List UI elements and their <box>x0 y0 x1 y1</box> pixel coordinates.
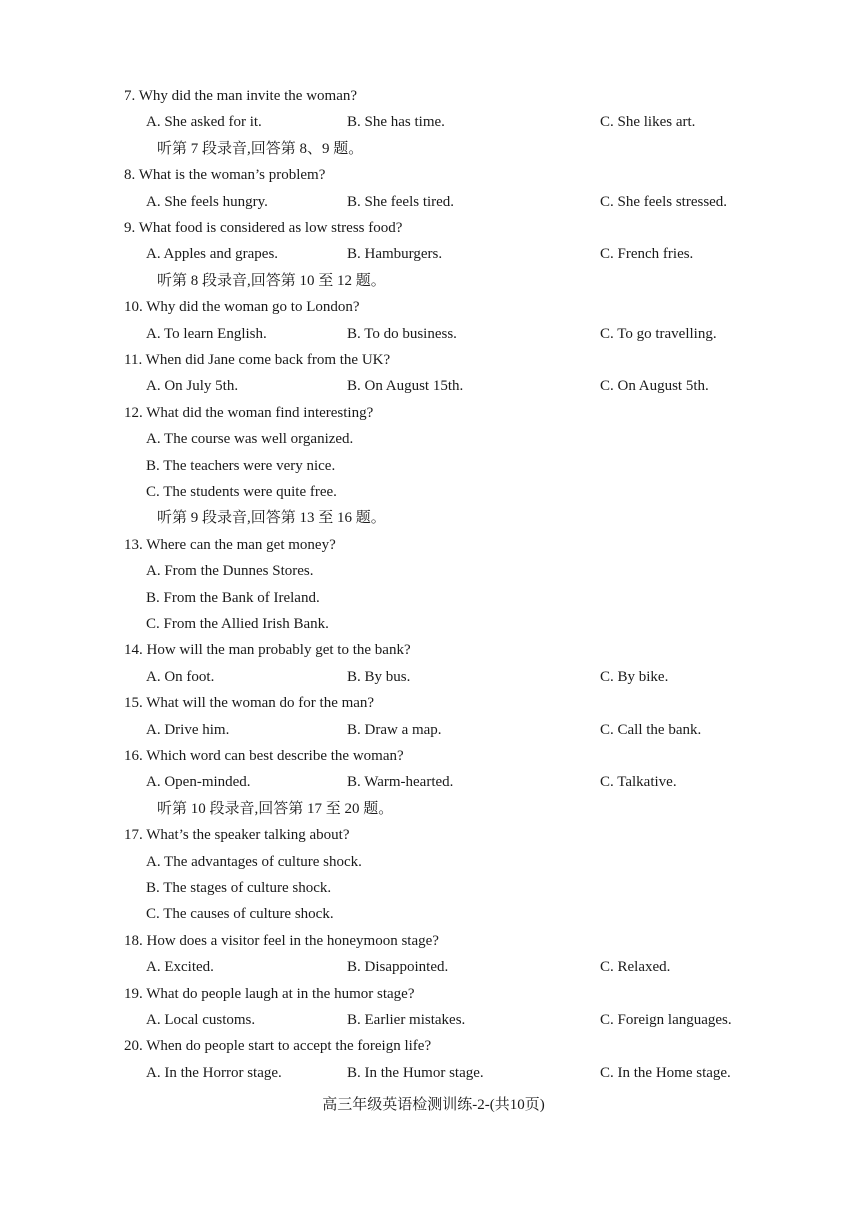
answer-option: A. Drive him. <box>146 721 230 738</box>
question-line <box>0 928 867 954</box>
instruction-line <box>0 136 867 162</box>
question-text: 14. How will the man probably get to the bank? <box>124 642 411 659</box>
options-line <box>0 875 867 901</box>
section-instruction: 听第 7 段录音,回答第 8、9 题。 <box>157 140 364 157</box>
question-text: 17. What’s the speaker talking about? <box>124 827 350 844</box>
section-instruction: 听第 10 段录音,回答第 17 至 20 题。 <box>157 800 394 817</box>
options-line <box>0 109 867 135</box>
section-instruction: 听第 8 段录音,回答第 10 至 12 题。 <box>157 272 386 289</box>
answer-option: C. From the Allied Irish Bank. <box>146 616 329 632</box>
question-text: 9. What food is considered as low stress food? <box>124 220 403 236</box>
question-text: 11. When did Jane come back from the UK? <box>124 352 391 368</box>
options-line <box>0 1060 867 1086</box>
question-line <box>0 215 867 241</box>
question-text: 16. Which word can best describe the woman? <box>124 748 404 764</box>
options-line <box>0 611 867 637</box>
answer-option: C. The students were quite free. <box>146 484 337 500</box>
options-line <box>0 901 867 927</box>
instruction-line <box>0 796 867 822</box>
question-line <box>0 981 867 1007</box>
options-line <box>0 954 867 980</box>
answer-option: B. On August 15th. <box>347 378 464 395</box>
options-line <box>0 1007 867 1033</box>
answer-option: A. On foot. <box>146 668 215 685</box>
options-line <box>0 585 867 611</box>
answer-option: B. From the Bank of Ireland. <box>146 589 320 606</box>
instruction-line <box>0 505 867 531</box>
answer-option: C. Relaxed. <box>600 959 671 976</box>
options-line <box>0 189 867 215</box>
options-line <box>0 769 867 795</box>
question-text: 18. How does a visitor feel in the honeymoon stage? <box>124 932 439 949</box>
answer-option: C. The causes of culture shock. <box>146 906 334 923</box>
answer-option: B. Draw a map. <box>347 721 442 738</box>
answer-option: A. On July 5th. <box>146 378 239 395</box>
question-text: 12. What did the woman find interesting? <box>124 404 374 421</box>
answer-option: C. French fries. <box>600 246 694 263</box>
question-line <box>0 83 867 109</box>
question-text: 20. When do people start to accept the foreign life? <box>124 1038 432 1055</box>
answer-option: A. The course was well organized. <box>146 431 354 448</box>
answer-option: A. She asked for it. <box>146 114 262 131</box>
answer-option: A. From the Dunnes Stores. <box>146 563 314 580</box>
question-text: 19. What do people laugh at in the humor stage? <box>124 985 415 1002</box>
question-line <box>0 637 867 663</box>
answer-option: C. On August 5th. <box>600 378 709 395</box>
options-line <box>0 479 867 505</box>
answer-option: A. The advantages of culture shock. <box>146 853 362 870</box>
answer-option: B. She has time. <box>347 114 445 131</box>
options-line <box>0 241 867 267</box>
question-line <box>0 743 867 769</box>
options-line <box>0 558 867 584</box>
answer-option: C. By bike. <box>600 668 669 685</box>
question-text: 10. Why did the woman go to London? <box>124 299 360 316</box>
answer-option: C. Call the bank. <box>600 721 702 738</box>
options-line <box>0 373 867 399</box>
answer-option: A. She feels hungry. <box>146 193 268 210</box>
answer-option: B. Hamburgers. <box>347 246 443 263</box>
question-line <box>0 532 867 558</box>
answer-option: A. Open-minded. <box>146 774 251 791</box>
question-line <box>0 822 867 848</box>
answer-option: B. Earlier mistakes. <box>347 1012 466 1028</box>
question-line <box>0 400 867 426</box>
question-line <box>0 347 867 373</box>
answer-option: B. To do business. <box>347 325 457 342</box>
instruction-line <box>0 268 867 294</box>
answer-option: B. Warm-hearted. <box>347 774 454 791</box>
answer-option: A. Local customs. <box>146 1012 256 1028</box>
options-line <box>0 321 867 347</box>
question-line <box>0 162 867 188</box>
answer-option: C. Talkative. <box>600 774 677 791</box>
answer-option: B. By bus. <box>347 668 411 685</box>
question-text: 7. Why did the man invite the woman? <box>124 88 358 104</box>
answer-option: B. She feels tired. <box>347 193 455 210</box>
answer-option: C. In the Home stage. <box>600 1064 731 1081</box>
answer-option: B. The teachers were very nice. <box>146 457 336 474</box>
answer-option: A. To learn English. <box>146 325 267 342</box>
page-footer: 高三年级英语检测训练-2-(共10页) <box>322 1097 545 1113</box>
section-instruction: 听第 9 段录音,回答第 13 至 16 题。 <box>157 510 386 527</box>
answer-option: A. In the Horror stage. <box>146 1064 282 1081</box>
question-text: 8. What is the woman’s problem? <box>124 167 326 184</box>
question-line <box>0 1033 867 1059</box>
options-line <box>0 453 867 479</box>
options-line <box>0 717 867 743</box>
options-line <box>0 664 867 690</box>
question-line <box>0 690 867 716</box>
answer-option: B. The stages of culture shock. <box>146 880 332 896</box>
answer-option: C. To go travelling. <box>600 325 717 342</box>
answer-option: A. Apples and grapes. <box>146 246 279 263</box>
answer-option: B. In the Humor stage. <box>347 1064 484 1081</box>
answer-option: A. Excited. <box>146 959 214 976</box>
question-text: 13. Where can the man get money? <box>124 536 336 553</box>
answer-option: B. Disappointed. <box>347 959 449 976</box>
options-line <box>0 426 867 452</box>
answer-option: C. She likes art. <box>600 114 696 131</box>
answer-option: C. Foreign languages. <box>600 1012 732 1028</box>
answer-option: C. She feels stressed. <box>600 193 728 210</box>
question-line <box>0 294 867 320</box>
question-text: 15. What will the woman do for the man? <box>124 695 375 712</box>
options-line <box>0 849 867 875</box>
